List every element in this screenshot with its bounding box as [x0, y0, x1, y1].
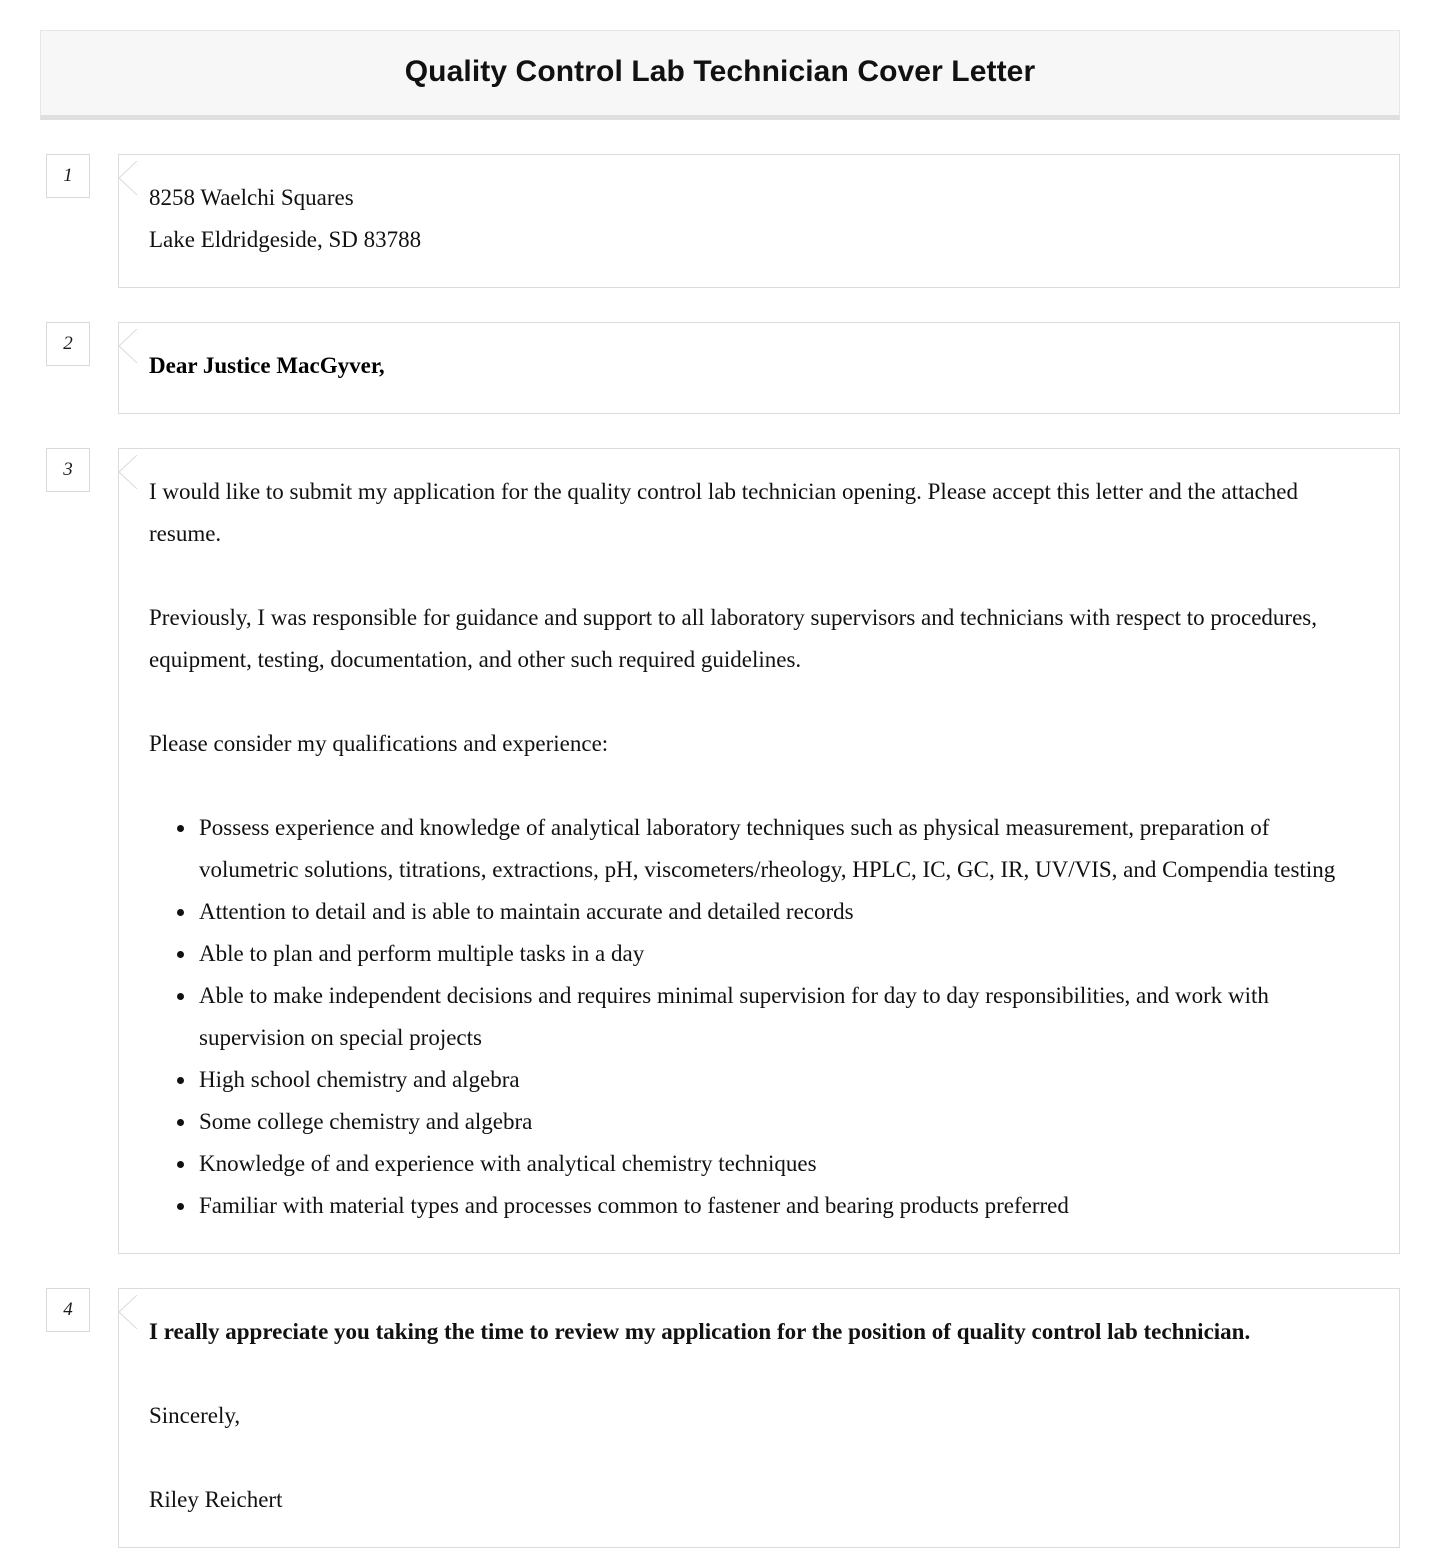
body-paragraph: I would like to submit my application for the quality control lab technician opening. Please accept this letter and the attached resume. — [149, 478, 1299, 546]
body-paragraph: Previously, I was responsible for guidance and support to all laboratory supervisors and technicians with respect to procedures, equipment, testing, documentation, and other such required guidelines. — [149, 604, 1318, 672]
closing-text — [149, 1311, 1369, 1521]
list-item: • Knowledge of and experience with analytical chemistry techniques — [197, 1143, 1369, 1185]
callout-notch-icon — [118, 161, 136, 195]
closing-panel — [118, 1288, 1400, 1548]
block-number-badge: 1 — [46, 154, 90, 198]
list-item: • Attention to detail and is able to maintain accurate and detailed records — [197, 891, 1369, 933]
list-item: • Familiar with material types and processes common to fastener and bearing products preferred — [197, 1185, 1369, 1227]
closing-statement: I really appreciate you taking the time to review my application for the position of quality control lab technician. — [149, 1318, 1251, 1344]
annotated-block-3 — [40, 448, 1400, 1254]
qualifications-list — [149, 807, 1369, 1227]
salutation-panel — [118, 322, 1400, 414]
address-text — [149, 177, 1369, 261]
list-item: • High school chemistry and algebra — [197, 1059, 1369, 1101]
list-item: • Able to plan and perform multiple tasks in a day — [197, 933, 1369, 975]
block-number-badge: 3 — [46, 448, 90, 492]
page-title: Quality Control Lab Technician Cover Letter — [404, 55, 1036, 88]
annotated-block-4 — [40, 1288, 1400, 1548]
address-line-1: 8258 Waelchi Squares — [149, 184, 354, 210]
callout-notch-icon — [118, 455, 136, 489]
body-text — [149, 471, 1369, 1227]
block-number-badge: 2 — [46, 322, 90, 366]
list-item: • Some college chemistry and algebra — [197, 1101, 1369, 1143]
list-item: • Possess experience and knowledge of analytical laboratory techniques such as physical measurement, preparation of volumetric solutions, titrations, extractions, pH, viscometers/rheology, HPLC, IC, GC, IR, UV/VIS, and Compendia testing — [197, 807, 1369, 891]
annotated-block-1 — [40, 154, 1400, 288]
salutation-text: Dear Justice MacGyver, — [149, 352, 385, 378]
callout-notch-icon — [118, 329, 136, 363]
address-panel — [118, 154, 1400, 288]
address-line-2: Lake Eldridgeside, SD 83788 — [149, 226, 422, 252]
annotated-block-2 — [40, 322, 1400, 414]
block-number-badge: 4 — [46, 1288, 90, 1332]
document-header — [40, 30, 1400, 120]
body-panel — [118, 448, 1400, 1254]
signature-name: Riley Reichert — [149, 1486, 283, 1512]
list-item: • Able to make independent decisions and requires minimal supervision for day to day responsibilities, and work with supervision on special projects — [197, 975, 1369, 1059]
callout-notch-icon — [118, 1295, 136, 1329]
signoff: Sincerely, — [149, 1402, 241, 1428]
body-paragraph: Please consider my qualifications and experience: — [149, 730, 609, 756]
